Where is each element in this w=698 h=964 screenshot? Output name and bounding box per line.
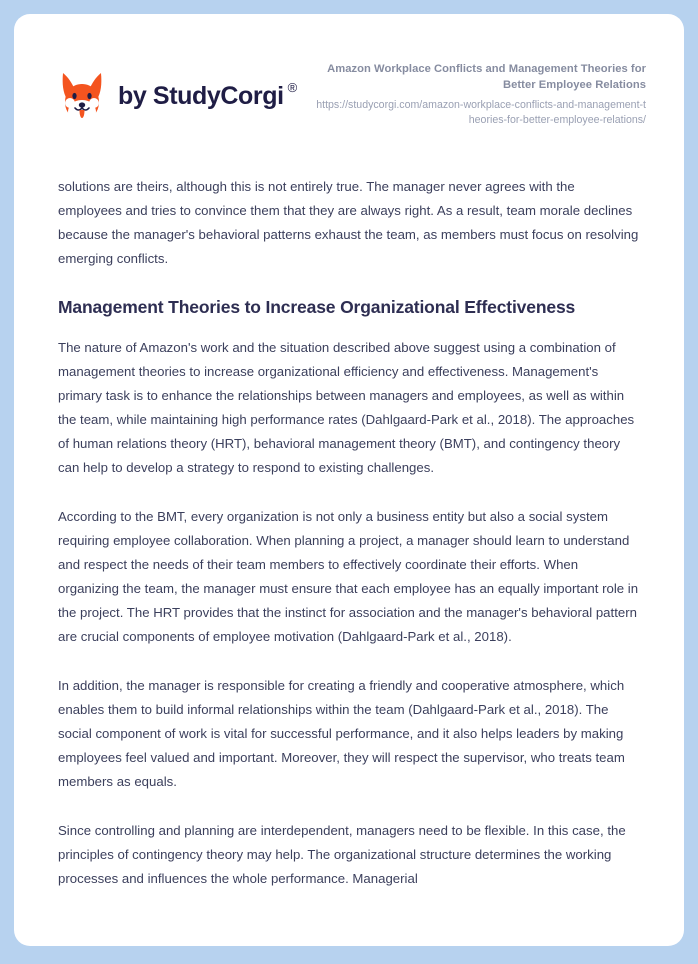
document-url[interactable]: https://studycorgi.com/amazon-workplace-conflicts-and-management-theories-for-better-employee-relations/ xyxy=(316,98,646,127)
corgi-logo-icon xyxy=(58,70,106,122)
body-paragraph-3: In addition, the manager is responsible for creating a friendly and cooperative atmosphere, which enables them to build informal relationships within the team (Dahlgaard-Park et al., 2018). The social component of work is vital for successful performance, and it also helps leaders by making employees feel valued and important. Moreover, they will respect the supervisor, who treats team members as equals. xyxy=(58,678,625,790)
intro-paragraph: solutions are theirs, although this is not entirely true. The manager never agrees with the employees and tries to convince them that they are always right. As a result, team morale declines because the manager's behavioral patterns exhaust the team, as members must focus on resolving emerging conflicts. xyxy=(58,178,639,266)
section-heading: Management Theories to Increase Organizational Effectiveness xyxy=(58,296,576,317)
body-paragraph-4: Since controlling and planning are interdependent, managers need to be flexible. In this case, the principles of contingency theory may help. The organizational structure determines the working processes and influences the whole performance. Managerial xyxy=(58,823,626,887)
body-paragraph-1: The nature of Amazon's work and the situation described above suggest using a combination of management theories to increase organizational efficiency and effectiveness. Management's primary task is to enhance the relationships between managers and employees, as well as within the team, while maintaining high performance rates (Dahlgaard-Park et al., 2018). The approaches of human relations theory (HRT), behavioral management theory (BMT), and contingency theory can help to develop a strategy to respond to existing challenges. xyxy=(58,340,635,476)
studycorgi-brand[interactable] xyxy=(58,60,297,122)
document-title: Amazon Workplace Conflicts and Management Theories for Better Employee Relations xyxy=(327,63,646,91)
document-header xyxy=(14,14,684,129)
body-paragraph-2: According to the BMT, every organization is not only a business entity but also a social system requiring employee collaboration. When planning a project, a manager should learn to understand and respect the needs of their team members to effectively coordinate their efforts. When organizing the team, the manager must ensure that each employee has an equally important role in the project. The HRT provides that the instinct for association and the manager's behavioral pattern are crucial components of employee motivation (Dahlgaard-Park et al., 2018). xyxy=(58,509,639,645)
document-paper xyxy=(14,14,684,946)
brand-wordmark xyxy=(118,79,297,110)
document-body xyxy=(14,129,684,922)
registered-trademark-icon: ® xyxy=(287,79,297,95)
document-meta xyxy=(311,60,646,129)
brand-name: by StudyCorgi xyxy=(118,81,284,110)
